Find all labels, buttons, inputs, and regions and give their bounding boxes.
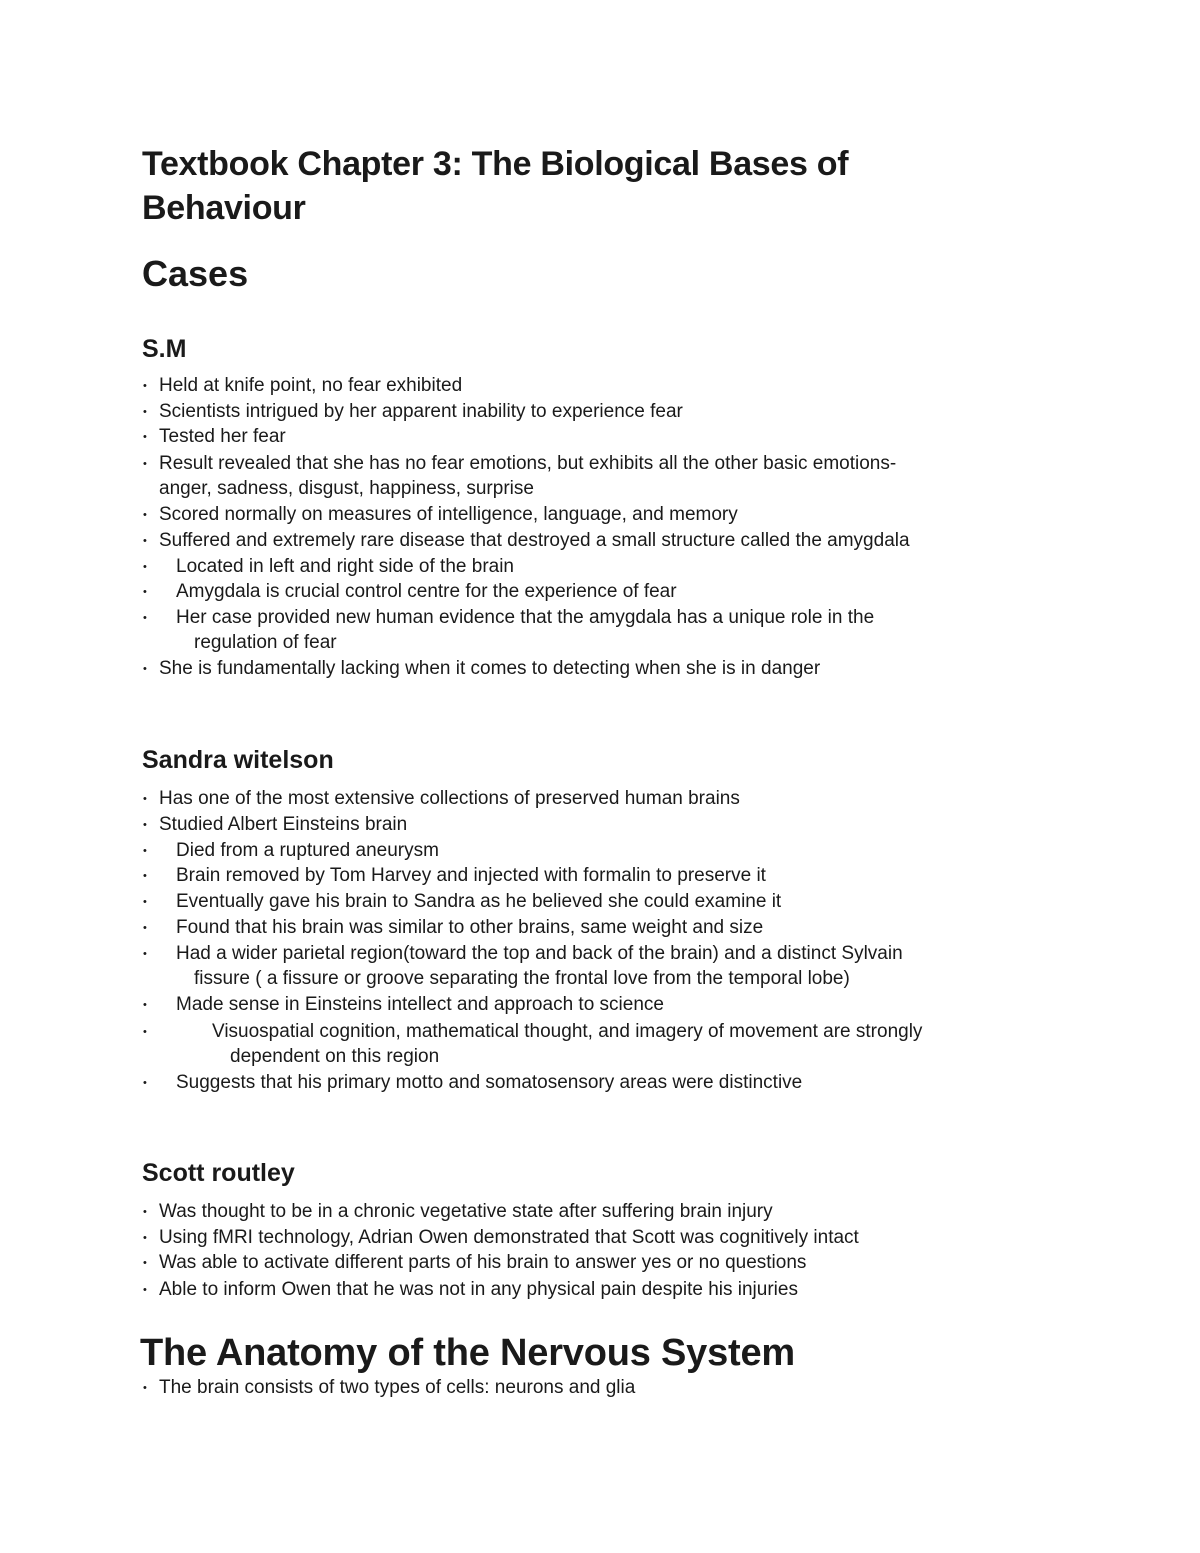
bullet-glyph: • <box>143 663 147 675</box>
list-item: Scientists intrigued by her apparent inability to experience fear <box>159 401 683 422</box>
bullet-glyph: • <box>143 509 147 521</box>
document-title-line-1: Textbook Chapter 3: The Biological Bases of <box>142 145 849 183</box>
list-item: Studied Albert Einsteins brain <box>159 814 408 835</box>
bullet-glyph: • <box>143 819 147 831</box>
list-item-nested: Died from a ruptured aneurysm <box>176 840 439 861</box>
list-item: Scored normally on measures of intelligence, language, and memory <box>159 504 738 525</box>
case-heading-routley: Scott routley <box>142 1159 295 1187</box>
list-item: Was able to activate different parts of his brain to answer yes or no questions <box>159 1252 807 1273</box>
bullet-glyph: • <box>143 586 147 598</box>
cases-heading: Cases <box>142 253 249 294</box>
bullet-glyph: • <box>143 948 147 960</box>
case-heading-sm: S.M <box>142 335 187 363</box>
bullet-glyph: • <box>143 870 147 882</box>
bullet-glyph: • <box>143 612 147 624</box>
list-item-nested: Her case provided new human evidence that the amygdala has a unique role in the <box>176 607 875 628</box>
bullet-glyph: • <box>143 561 147 573</box>
bullet-glyph: • <box>143 535 147 547</box>
bullet-glyph: • <box>143 380 147 392</box>
bullet-glyph: • <box>143 1026 147 1038</box>
bullet-glyph: • <box>143 1284 147 1296</box>
section-heading-anatomy: The Anatomy of the Nervous System <box>140 1332 796 1374</box>
list-item-nested-deep: Visuospatial cognition, mathematical thought, and imagery of movement are strongly <box>212 1021 923 1042</box>
bullet-glyph: • <box>143 431 147 443</box>
list-item-nested: Found that his brain was similar to other brains, same weight and size <box>176 917 764 938</box>
list-item: Suffered and extremely rare disease that destroyed a small structure called the amygdala <box>159 530 910 551</box>
bullet-glyph: • <box>143 896 147 908</box>
list-item-nested: Eventually gave his brain to Sandra as he believed she could examine it <box>176 891 782 912</box>
bullet-glyph: • <box>143 922 147 934</box>
bullet-glyph: • <box>143 1257 147 1269</box>
bullet-glyph: • <box>143 1206 147 1218</box>
bullet-glyph: • <box>143 793 147 805</box>
bullet-glyph: • <box>143 1077 147 1089</box>
list-item: Held at knife point, no fear exhibited <box>159 375 463 396</box>
list-item: Was thought to be in a chronic vegetative state after suffering brain injury <box>159 1201 773 1222</box>
bullet-glyph: • <box>143 999 147 1011</box>
list-item: She is fundamentally lacking when it comes to detecting when she is in danger <box>159 658 821 679</box>
bullet-glyph: • <box>143 458 147 470</box>
list-item: Tested her fear <box>159 426 286 447</box>
list-item: Result revealed that she has no fear emotions, but exhibits all the other basic emotions- <box>159 453 897 474</box>
bullet-glyph: • <box>143 1382 147 1394</box>
list-item: The brain consists of two types of cells: neurons and glia <box>159 1377 636 1398</box>
list-item: Able to inform Owen that he was not in any physical pain despite his injuries <box>159 1279 798 1300</box>
list-item-nested: Amygdala is crucial control centre for the experience of fear <box>176 581 677 602</box>
list-item: Has one of the most extensive collections of preserved human brains <box>159 788 740 809</box>
document-title-line-2: Behaviour <box>142 189 306 227</box>
list-item: Using fMRI technology, Adrian Owen demonstrated that Scott was cognitively intact <box>159 1227 859 1248</box>
list-item-nested: Suggests that his primary motto and somatosensory areas were distinctive <box>176 1072 803 1093</box>
bullet-glyph: • <box>143 406 147 418</box>
list-item-nested: Brain removed by Tom Harvey and injected with formalin to preserve it <box>176 865 766 886</box>
case-heading-witelson: Sandra witelson <box>142 746 334 774</box>
list-item-continuation: dependent on this region <box>230 1046 440 1067</box>
list-item-nested: Had a wider parietal region(toward the top and back of the brain) and a distinct Sylvain <box>176 943 903 964</box>
list-item-continuation: fissure ( a fissure or groove separating the frontal love from the temporal lobe) <box>194 968 850 989</box>
bullet-glyph: • <box>143 845 147 857</box>
list-item-continuation: regulation of fear <box>194 632 337 653</box>
list-item-nested: Made sense in Einsteins intellect and approach to science <box>176 994 664 1015</box>
list-item-nested: Located in left and right side of the brain <box>176 556 515 577</box>
bullet-glyph: • <box>143 1232 147 1244</box>
list-item-continuation: anger, sadness, disgust, happiness, surprise <box>159 478 534 499</box>
